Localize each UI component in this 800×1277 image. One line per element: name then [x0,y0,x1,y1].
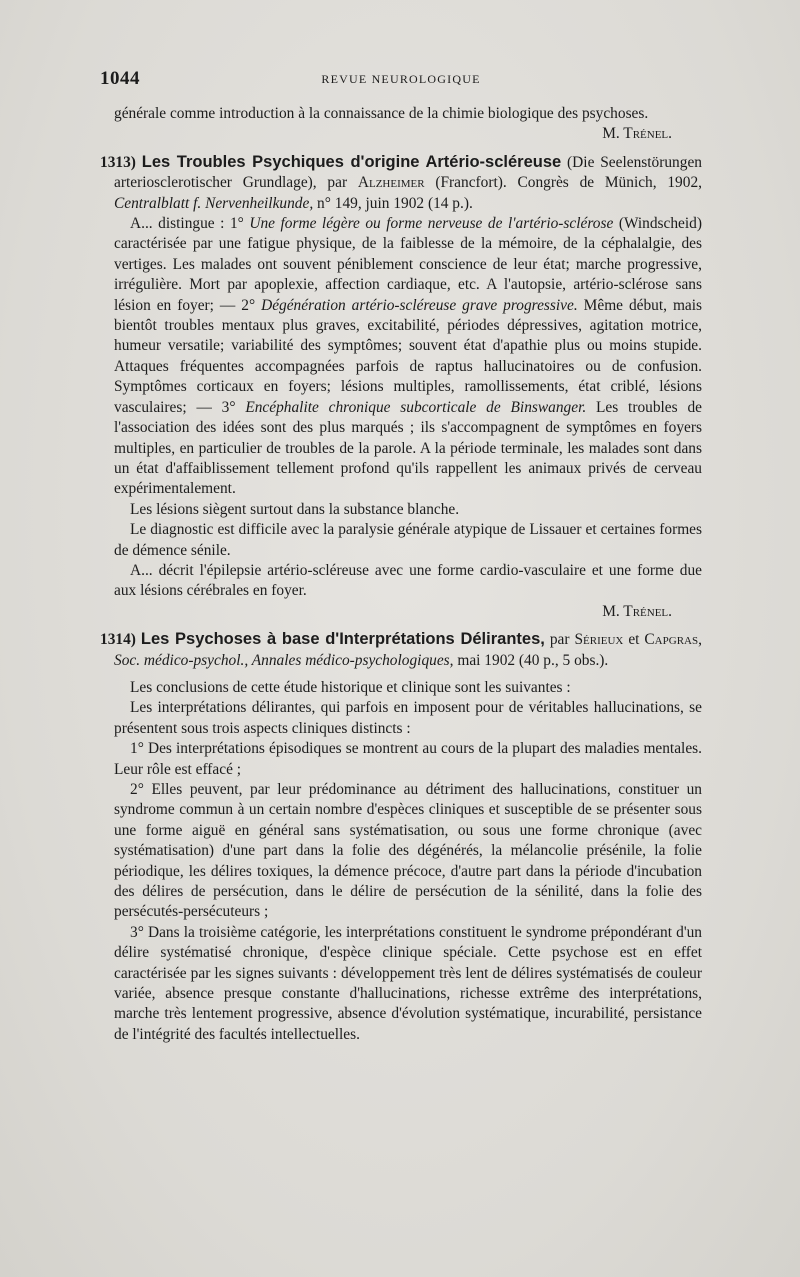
entry-number: 1314) [100,631,136,649]
text-run: Les troubles de l'association des idées sont des plus marqués ; ils s'accompagnent de symptômes en foyers multiples, en particulier de troubles de la parole. A la période terminale, les malades sont dans un état d'affaiblissement tellement profond qu'ils rappellent les animaux privés de cerveau expérimentalement. [114,398,702,498]
entry-number: 1313) [100,153,136,171]
citation-part: (Francfort). Congrès de Münich, 1902, [435,174,702,192]
intro-paragraph [114,104,702,124]
signature: M. Trénel. [602,125,672,143]
page-number: 1044 [100,68,140,89]
journal-name: Soc. médico-psychol., Annales médico-psychologiques, [114,651,454,669]
entry-1313-paragraph-4 [114,561,702,602]
citation-part: n° 149, juin 1902 (14 p.). [317,194,473,212]
text-run: Même début, mais bientôt troubles mentaux plus graves, excitabilité, périodes dépressives, agitation motrice, humeur versatile; variabilité des symptômes; souvent état d'apathie plus ou moins stupide. Attaques fréquentes accompagnées parfois de raptus hallucinatoires ou de confusion. Symptômes corticaux en foyers; lésions multiples, ramollissements, état criblé, lésions vasculaires; — 3° [114,296,703,416]
italic-run: Dégénération artério-scléreuse grave progressive. [261,296,578,314]
signature: M. Trénel. [602,602,672,620]
author-name: Capgras, [644,631,702,649]
intro-signature [114,124,702,144]
page-header [100,68,702,90]
entry-1313-paragraph-2: Les lésions siègent surtout dans la substance blanche. [130,500,460,518]
text-run: A... distingue : 1° [130,215,244,233]
entry-1314-paragraph-1: Les conclusions de cette étude historique et clinique sont les suivantes : [130,678,571,696]
italic-run: Une forme légère ou forme nerveuse de l'artério-sclérose [249,215,614,233]
entry-1313-paragraph-3: Le diagnostic est difficile avec la paralysie générale atypique de Lissauer et certaines formes de démence sénile. [114,521,702,559]
text-run: (Windscheid) caractérisée par une fatigue physique, de la faiblesse de la mémoire, de la céphalalgie, des vertiges. Les malades ont souvent péniblement conscience de leur état; marche progressive, irrégulière. Mort par apoplexie, affection cardiaque, etc. A l'autopsie, artério-sclérose sans lésion en foyer; — 2° [114,215,702,314]
citation-part: par [549,631,570,649]
citation-part: et [628,631,640,649]
journal-name: Centralblatt f. Nervenheilkunde, [114,194,314,212]
entry-1314-paragraph-3: 1° Des interprétations épisodiques se montrent au cours de la plupart des maladies mentales. Leur rôle est effacé ; [114,740,702,778]
intro-text: générale comme introduction à la connaissance de la chimie biologique des psychoses. [114,105,649,122]
citation-part: mai 1902 (40 p., 5 obs.). [457,651,609,669]
body-text [100,104,703,1045]
entry-1314-paragraph-5: 3° Dans la troisième catégorie, les interprétations constituent le syndrome prépondérant d'un délire systématisé chronique, d'espèce clinique spéciale. Cette psychose est en effet caractérisée par les signes suivants : développement très lent de délires systématisés de couleur variée, absence presque constante d'hallucinations, richesse extrême des interprétations, marche très lentement progressive, absence d'évolution systématique, incurabilité, persistance de l'intégrité des facultés intellectuelles. [114,923,702,1043]
italic-run: Encéphalite chronique subcorticale de Binswanger. [245,398,587,416]
author-name: Sérieux [574,631,624,649]
entry-1314-paragraph-4: 2° Elles peuvent, par leur prédominance au détriment des hallucinations, constituer un syndrome commun à un certain nombre d'espèces cliniques et susceptible de se présenter sous une forme aiguë en général sans systématisation, ou sous une forme chronique (avec systématisation) d'une part dans la folie des dégénérés, la mélancolie présénile, la folie périodique, les délires toxiques, la démence précoce, d'autre part dans la période d'incubation des délires de persécution, dans le délire de persécution de la sénilité, dans la folie des persécutés-persécuteurs ; [114,781,702,921]
text-run: A... décrit l'épilepsie artério-scléreuse avec une forme cardio-vasculaire et une forme due aux lésions cérébrales en foyer. [114,561,702,600]
entry-title: Les Psychoses à base d'Interprétations Délirantes, [140,630,545,649]
author-name: Alzheimer [357,174,425,192]
entry-1313-signature [114,602,702,622]
entry-title: Les Troubles Psychiques d'origine Artério-scléreuse [141,152,562,171]
running-title: REVUE NEUROLOGIQUE [321,72,481,86]
entry-1313-heading [100,152,702,214]
entry-1314-paragraph-2: Les interprétations délirantes, qui parfois en imposent pour de véritables hallucinations, se présentent sous trois aspects cliniques distincts : [114,699,702,737]
citation-part: (Die Seelenstörungen arteriosclerotischer Grundlage), par [114,153,702,192]
entry-1314-heading [100,629,702,671]
entry-1313-paragraph-1 [114,214,702,500]
